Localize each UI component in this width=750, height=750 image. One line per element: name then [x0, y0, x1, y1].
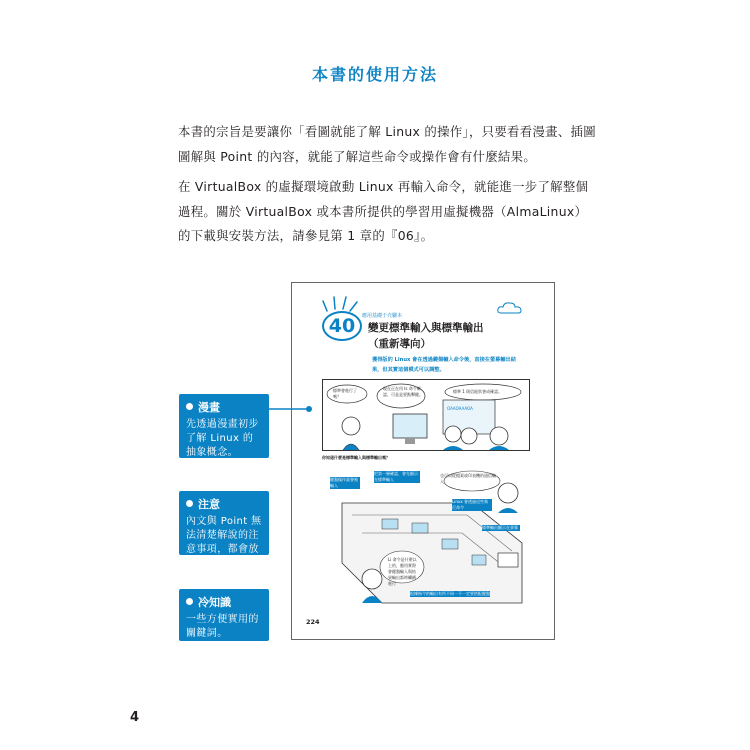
chapter-category: 應用基礎于壳腳本: [362, 313, 403, 319]
bullet-icon: [186, 500, 193, 507]
callout-trivia-body: 一些方便實用的關鍵詞。: [186, 614, 259, 639]
label-stdout: 標準輸出顯示在螢幕: [482, 525, 518, 530]
sparkle-icon: [317, 293, 373, 313]
manga-bubble-1: 標準會進行了嗎？: [333, 388, 357, 399]
bullet-icon: [186, 598, 193, 605]
callout-trivia-title: 冷知識: [198, 596, 231, 609]
screen-text: OAAOAAAOA: [447, 406, 473, 411]
label-ls-note: Li 命令是什麼以上的，應用實際會鍵盤輸入與結果輸出都時繼續進行: [388, 557, 417, 586]
section-subtitle: （重新導向）: [368, 338, 431, 350]
callout-manga-title: 漫畫: [198, 401, 220, 414]
bullet-icon: [186, 403, 193, 410]
virtualbox-paragraph: 在 VirtualBox 的虛擬環境啟動 Linux 再輸入命令，就能進一步了解整個過程。關於 VirtualBox 或本書所提供的學習用虛擬機器（AlmaLinux）的下載與安裝方法，請參見第 1 章的『06』。: [178, 179, 589, 243]
manga-bubble-3: 標準 1 則信能狀會成確認。: [453, 389, 503, 394]
cloud-icon: [497, 301, 523, 315]
manga-panel: [322, 379, 530, 451]
sample-page-thumbnail: [291, 282, 555, 640]
label-output-note: 根據指令的輸出有所不同一不一定要搭配鍵盤: [410, 591, 490, 596]
section-lead: 獲得版的 Linux 會在透過鍵盤輸入命令後，直接在螢幕輸出結果，但其實這個模式可以調整。: [372, 357, 516, 373]
illustration-panel: [322, 463, 530, 609]
callout-caution: [179, 491, 269, 569]
section-title: 變更標準輸入與標準輸出: [368, 322, 484, 334]
label-first-layer: 把第一層確認，會先顯示在標準輸入: [374, 471, 418, 482]
callout-connector: [269, 405, 313, 413]
callout-caution-body: 內文與 Point 無法清楚解說的注意事項，都會放在這裡。: [186, 516, 262, 569]
question-text: 你知道什麼是標準輸入與標準輸出嗎？: [322, 455, 390, 460]
manga-bubble-2: 現在正在用 ls 命令確認，可是是要點擊鍵。: [383, 386, 423, 397]
page-title: 本書的使用方法: [311, 65, 438, 84]
label-keyboard: 鍵盤操作就會被輸入: [330, 477, 358, 488]
thumbnail-page-number: 224: [306, 618, 320, 626]
section-number: 40: [322, 311, 362, 341]
page-number: 4: [130, 710, 140, 725]
callout-manga: [179, 394, 269, 458]
label-linux-exec: Linux 會透過這些執行命令: [452, 499, 492, 511]
callout-caution-title: 注意: [198, 498, 220, 511]
intro-paragraph: 本書的宗旨是要讓你「看圖就能了解 Linux 的操作」，只要看看漫畫、插圖圖解與 Point 的內容，就能了解這些命令或操作會有什麼結果。: [178, 124, 596, 164]
label-file-input: 也可以從檔案或印表機的通信輸入: [440, 473, 496, 484]
callout-trivia: [179, 589, 269, 641]
callout-manga-body: 先透過漫畫初步了解 Linux 的抽象概念。: [186, 419, 259, 458]
